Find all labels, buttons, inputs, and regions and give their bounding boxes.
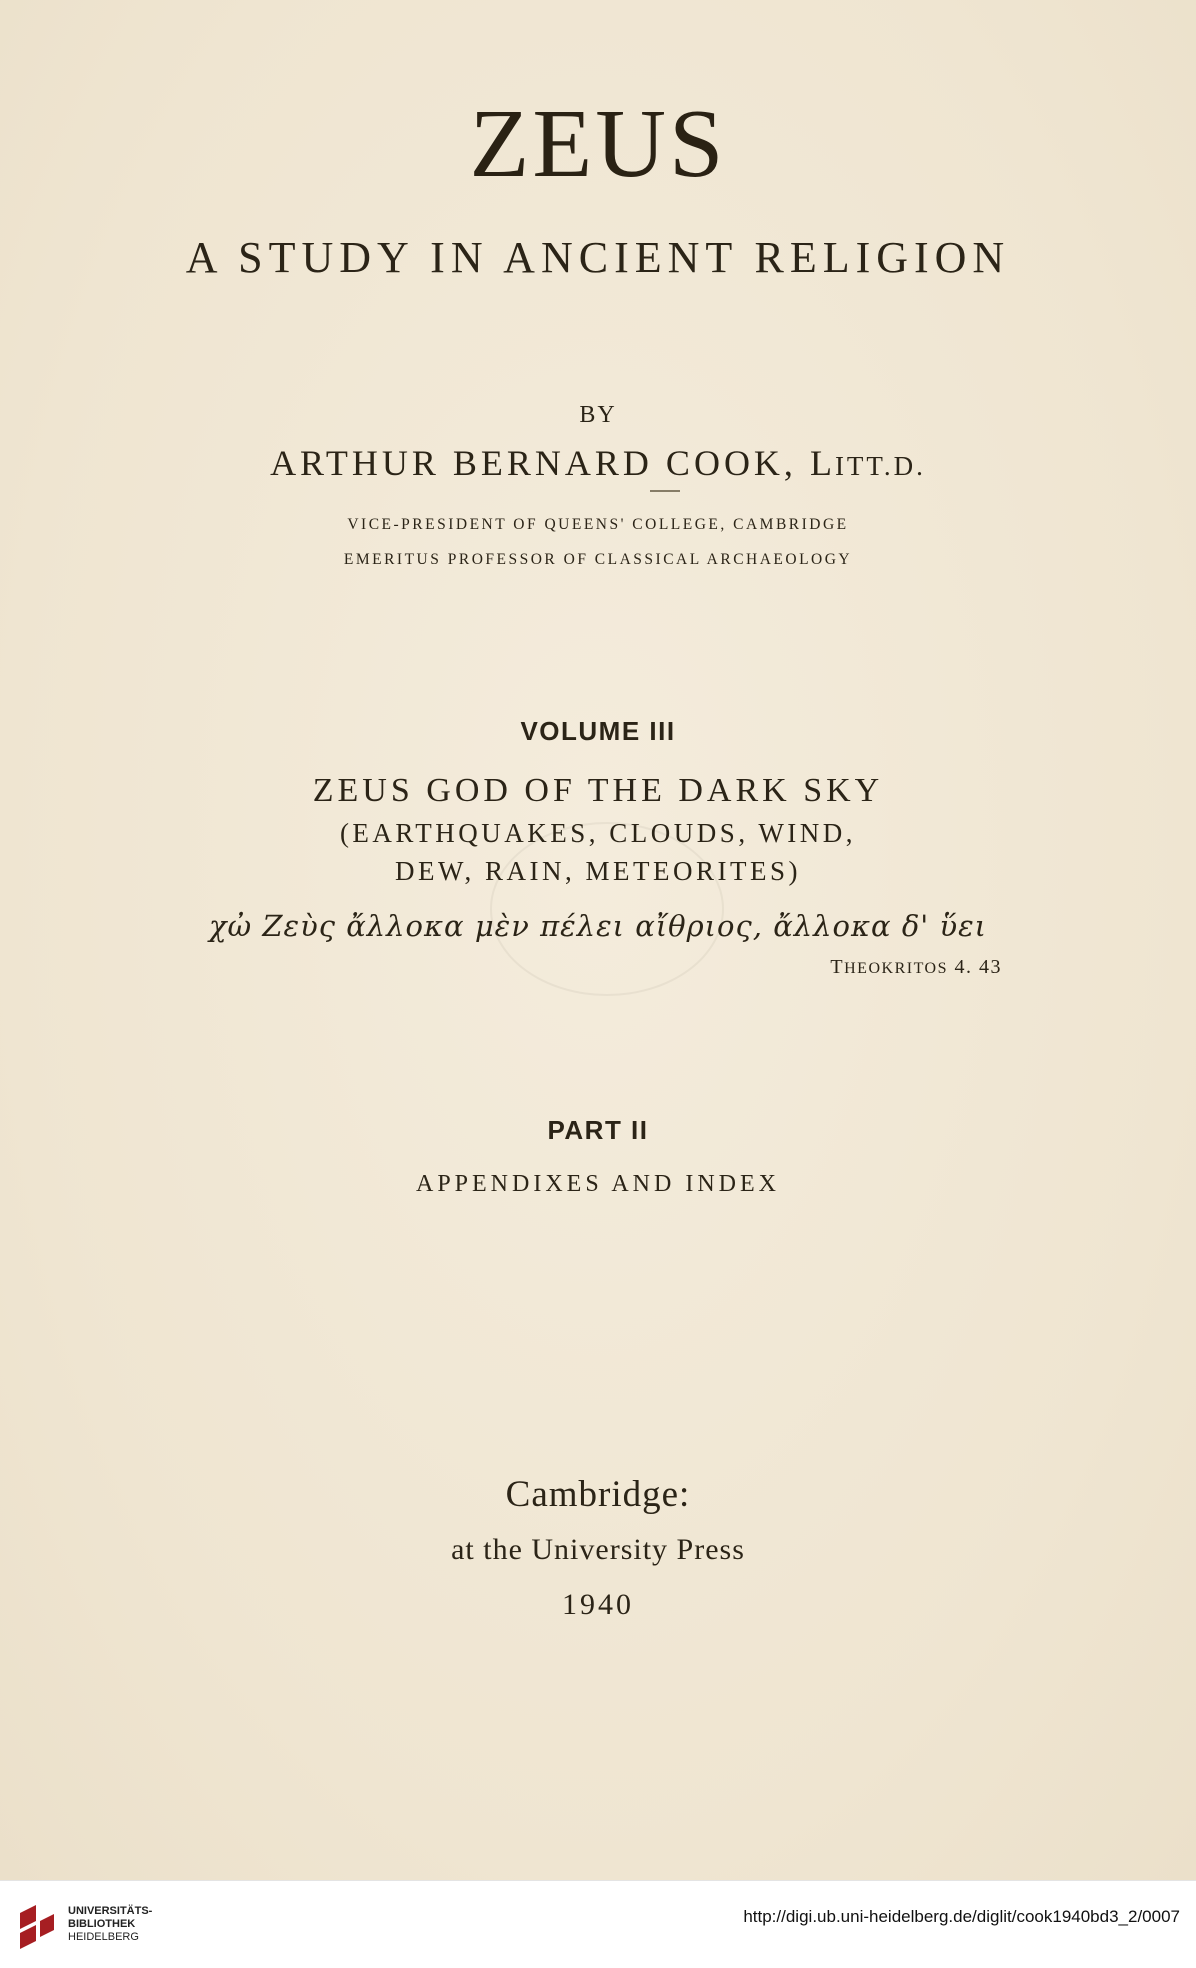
publication-year: 1940 [562, 1588, 634, 1621]
book-subtitle: A STUDY IN ANCIENT RELIGION [185, 233, 1011, 282]
epigraph-citation: THEOKRITOS 4. 43 [830, 956, 1002, 978]
author-line [0, 445, 1196, 481]
permalink-url[interactable]: http://digi.ub.uni-heidelberg.de/diglit/cook1940bd3_2/0007 [743, 1907, 1180, 1926]
author-office-2: EMERITUS PROFESSOR OF CLASSICAL ARCHAEOLOGY [343, 551, 853, 568]
library-name: UNIVERSITÄTS- BIBLIOTHEK HEIDELBERG [68, 1905, 153, 1943]
digitization-footer [0, 1880, 1196, 1968]
greek-epigraph: χὠ Ζεὺς ἄλλοκα μὲν πέλει αἴθριος, ἄλλοκα δ' ὕει [208, 909, 988, 943]
library-logo-icon [16, 1903, 58, 1953]
part-title: APPENDIXES AND INDEX [415, 1171, 780, 1197]
volume-subtitle-line2: DEW, RAIN, METEORITES) [395, 856, 801, 886]
volume-subtitle-line1: (EARTHQUAKES, CLOUDS, WIND, [339, 818, 857, 848]
publication-place: Cambridge: [505, 1474, 691, 1515]
pencil-mark [650, 490, 680, 492]
author-degree: LITT.D. [809, 443, 926, 483]
publisher: at the University Press [451, 1533, 745, 1566]
volume-title: ZEUS GOD OF THE DARK SKY [312, 772, 884, 809]
book-title: ZEUS [469, 90, 727, 198]
author-name: ARTHUR BERNARD COOK, [270, 443, 797, 483]
volume-label: VOLUME III [520, 716, 676, 746]
by-line: BY [579, 402, 617, 428]
part-label: PART II [547, 1115, 649, 1145]
author-office-1: VICE-PRESIDENT OF QUEENS' COLLEGE, CAMBRIDGE [347, 516, 849, 533]
